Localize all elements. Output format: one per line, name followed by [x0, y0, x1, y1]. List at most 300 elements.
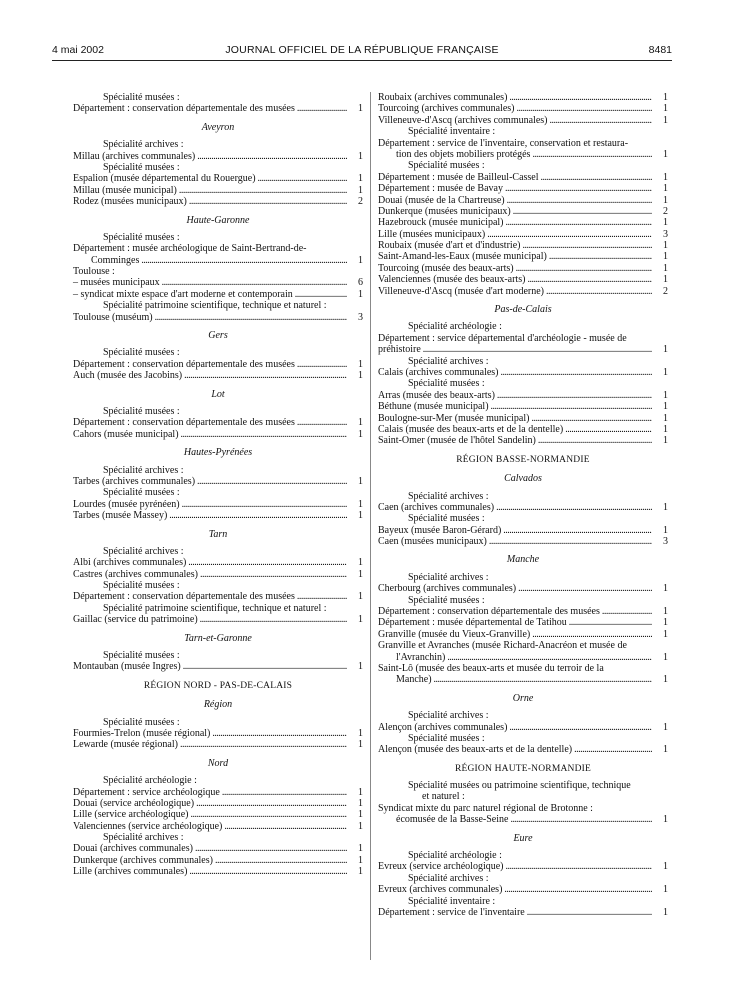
list-item — [378, 103, 668, 114]
dot-leader — [487, 229, 652, 240]
entry-label: Département : conservation départementale des musées — [378, 606, 600, 618]
entry-count: 1 — [358, 797, 363, 809]
list-item — [73, 510, 363, 521]
entry-label: Tarbes (archives communales) — [73, 475, 196, 487]
department-heading: Hautes-Pyrénées — [183, 447, 253, 459]
dot-leader — [518, 583, 652, 594]
entry-count: 1 — [663, 344, 668, 356]
specialty-heading: Spécialité musées : — [103, 405, 180, 417]
dot-leader — [141, 255, 347, 266]
list-item — [378, 274, 668, 285]
entry-count: 1 — [663, 389, 668, 401]
entry-label: Département : musée de Bavay — [378, 183, 503, 195]
dot-leader — [522, 240, 652, 251]
entry-label: Auch (musée des Jacobins) — [73, 370, 183, 382]
entry-count: 1 — [358, 591, 363, 603]
entry-count: 1 — [358, 854, 363, 866]
list-item — [378, 251, 668, 262]
dot-leader — [434, 674, 652, 685]
entry-count: 1 — [663, 721, 668, 733]
specialty-heading: Spécialité archives : — [103, 139, 184, 151]
dot-leader — [527, 274, 652, 285]
entry-count: 1 — [358, 739, 363, 751]
dot-leader — [549, 115, 652, 126]
dot-leader — [497, 390, 652, 401]
specialty-heading: Spécialité musées : — [103, 487, 180, 499]
list-item — [378, 229, 668, 240]
entry-label: Roubaix (musée d'art et d'industrie) — [378, 240, 521, 252]
entry-label: Saint-Omer (musée de l'hôtel Sandelin) — [378, 435, 536, 447]
entry-label: Gaillac (service du patrimoine) — [73, 614, 198, 626]
specialty-heading: Spécialité musées : — [103, 650, 180, 662]
dot-leader — [197, 476, 347, 487]
list-item — [378, 525, 668, 536]
dot-leader — [182, 499, 347, 510]
entry-text-line: Département : musée archéologique de Saint-Bertrand-de- — [73, 243, 307, 255]
dot-leader — [538, 435, 652, 446]
entry-count: 1 — [663, 171, 668, 183]
specialty-heading: Spécialité musées : — [408, 594, 485, 606]
dot-leader — [169, 510, 347, 521]
entry-count: 1 — [663, 412, 668, 424]
entry-label: Calais (archives communales) — [378, 366, 499, 378]
list-item — [378, 172, 668, 183]
entry-label: l'Avranchin) — [396, 651, 446, 663]
entry-count: 1 — [663, 274, 668, 286]
entry-count: 1 — [663, 907, 668, 918]
entry-count: 3 — [358, 311, 363, 323]
entry-count: 1 — [358, 288, 363, 300]
dot-leader — [215, 855, 347, 866]
entry-label: Caen (archives communales) — [378, 501, 495, 513]
dot-leader — [181, 429, 347, 440]
entry-label: Albi (archives communales) — [73, 557, 187, 569]
entry-text-line: Saint-Lô (musée des beaux-arts et musée du terroir de la — [378, 662, 604, 674]
column-divider — [370, 92, 371, 960]
list-item — [73, 429, 363, 440]
dot-leader — [507, 195, 652, 206]
entry-count: 1 — [663, 194, 668, 206]
dot-leader — [505, 183, 652, 194]
specialty-heading: Spécialité patrimoine scientifique, technique et naturel : — [103, 602, 327, 614]
entry-count: 1 — [358, 661, 363, 673]
list-item — [378, 424, 668, 435]
entry-label: Villeneuve-d'Ascq (archives communales) — [378, 114, 548, 126]
list-item — [378, 413, 668, 424]
entry-text-line: Syndicat mixte du parc naturel régional de Brotonne : — [378, 802, 593, 814]
dot-leader — [531, 413, 652, 424]
specialty-heading: Spécialité inventaire : — [408, 126, 496, 138]
specialty-heading: Spécialité musées : — [103, 231, 180, 243]
list-item — [378, 286, 668, 297]
entry-count: 1 — [663, 744, 668, 756]
entry-count: 1 — [663, 814, 668, 826]
entry-count: 1 — [663, 240, 668, 252]
list-item — [378, 92, 668, 103]
dot-leader — [532, 629, 652, 640]
entry-label: Lourdes (musée pyrénéen) — [73, 498, 180, 510]
dot-leader — [496, 502, 652, 513]
list-item — [378, 884, 668, 895]
specialty-heading: Spécialité archives : — [408, 571, 489, 583]
list-item — [378, 674, 668, 685]
dot-leader — [184, 370, 347, 381]
department-heading: Gers — [208, 330, 228, 342]
entry-label: Département : conservation départementale des musées — [73, 358, 295, 370]
list-item — [378, 606, 668, 617]
entry-label: Département : service de l'inventaire — [378, 907, 525, 918]
entry-label: Douai (musée de la Chartreuse) — [378, 194, 505, 206]
page-header — [52, 44, 672, 60]
list-item — [73, 739, 363, 750]
entry-count: 1 — [358, 614, 363, 626]
entry-label: Département : conservation départementale des musées — [73, 417, 295, 429]
department-heading: Région — [203, 699, 233, 711]
entry-label: Toulouse (muséum) — [73, 311, 153, 323]
right-column — [378, 92, 668, 918]
dot-leader — [565, 424, 652, 435]
entry-label: Lille (service archéologique) — [73, 809, 189, 821]
department-heading: Tarn — [208, 528, 228, 540]
list-item — [378, 617, 668, 628]
entry-label: Tarbes (musée Massey) — [73, 510, 168, 522]
specialty-heading: Spécialité archives : — [103, 832, 184, 844]
list-item — [378, 502, 668, 513]
dot-leader — [297, 591, 347, 602]
dot-leader — [200, 614, 347, 625]
entry-label: écomusée de la Basse-Seine — [396, 814, 509, 826]
entry-count: 1 — [358, 417, 363, 429]
list-item — [73, 787, 363, 798]
specialty-heading: Spécialité musées : — [408, 732, 485, 744]
list-item — [73, 591, 363, 602]
department-heading: Aveyron — [201, 121, 235, 133]
entry-label: Espalion (musée départemental du Rouergue) — [73, 173, 256, 185]
entry-label: préhistoire — [378, 344, 421, 356]
department-heading: Orne — [512, 692, 534, 704]
entry-count: 1 — [358, 809, 363, 821]
list-item — [378, 401, 668, 412]
list-item — [378, 240, 668, 251]
list-item — [378, 629, 668, 640]
dot-leader — [527, 907, 652, 918]
list-item — [378, 536, 668, 547]
specialty-heading: Spécialité musées : — [408, 513, 485, 525]
list-item — [378, 435, 668, 446]
entry-label: Manche) — [396, 674, 432, 686]
dot-leader — [569, 617, 652, 628]
entry-label: Béthune (musée municipal) — [378, 401, 489, 413]
dot-leader — [513, 206, 652, 217]
entry-count: 1 — [358, 370, 363, 382]
list-item — [378, 206, 668, 217]
list-item — [73, 866, 363, 877]
list-item — [378, 652, 668, 663]
dot-leader — [602, 606, 652, 617]
specialty-heading: Spécialité archives : — [408, 710, 489, 722]
entry-count: 1 — [358, 786, 363, 798]
specialty-heading: Spécialité archéologie : — [103, 775, 197, 787]
header-page-number: 8481 — [648, 44, 672, 56]
list-item — [73, 614, 363, 625]
dot-leader — [200, 569, 347, 580]
dot-leader — [509, 92, 652, 103]
department-heading: Nord — [207, 757, 229, 769]
list-item — [378, 367, 668, 378]
entry-label: Lille (archives communales) — [73, 866, 188, 878]
entry-label: Lewarde (musée régional) — [73, 739, 178, 751]
header-rule — [52, 60, 672, 61]
entry-count: 1 — [358, 568, 363, 580]
department-heading: Manche — [506, 554, 540, 566]
entry-count: 1 — [663, 651, 668, 663]
entry-label: Fourmies-Trelon (musée régional) — [73, 727, 211, 739]
dot-leader — [162, 277, 347, 288]
entry-count: 1 — [358, 866, 363, 878]
entry-count: 1 — [358, 820, 363, 832]
dot-leader — [510, 814, 652, 825]
entry-label: Comminges — [91, 254, 140, 266]
region-heading: RÉGION HAUTE-NORMANDIE — [454, 763, 592, 774]
entry-count: 1 — [663, 524, 668, 536]
dot-leader — [546, 286, 652, 297]
list-item — [378, 814, 668, 825]
entry-count: 1 — [663, 423, 668, 435]
entry-label: Département : service archéologique — [73, 786, 220, 798]
dot-leader — [191, 809, 348, 820]
entry-label: Castres (archives communales) — [73, 568, 198, 580]
entry-count: 1 — [663, 674, 668, 686]
list-item — [73, 173, 363, 184]
specialty-heading: Spécialité archives : — [408, 490, 489, 502]
entry-count: 1 — [358, 173, 363, 185]
list-item — [73, 185, 363, 196]
entry-count: 1 — [663, 606, 668, 618]
entry-text-line: Toulouse : — [73, 266, 115, 278]
entry-label: Millau (archives communales) — [73, 150, 196, 162]
entry-count: 1 — [358, 103, 363, 115]
list-item — [378, 583, 668, 594]
dot-leader — [574, 744, 652, 755]
dot-leader — [224, 821, 347, 832]
entry-label: Département : conservation départementale des musées — [73, 103, 295, 115]
list-item — [73, 417, 363, 428]
entry-count: 1 — [358, 498, 363, 510]
dot-leader — [196, 798, 347, 809]
specialty-heading: Spécialité musées : — [103, 161, 180, 173]
specialty-heading: Spécialité archéologie : — [408, 321, 502, 333]
dot-leader — [532, 149, 652, 160]
entry-label: Département : musée départemental de Tatihou — [378, 617, 567, 629]
dot-leader — [491, 401, 652, 412]
entry-label: – syndicat mixte espace d'art moderne et contemporain — [73, 288, 293, 300]
entry-count: 1 — [663, 366, 668, 378]
entry-count: 1 — [663, 103, 668, 115]
entry-label: Alençon (musée des beaux-arts et de la dentelle) — [378, 744, 573, 756]
list-item — [73, 843, 363, 854]
dot-leader — [180, 739, 347, 750]
entry-count: 1 — [663, 114, 668, 126]
list-item — [378, 149, 668, 160]
entry-count: 1 — [358, 475, 363, 487]
list-item — [378, 344, 668, 355]
dot-leader — [195, 843, 347, 854]
entry-count: 1 — [358, 843, 363, 855]
entry-label: Roubaix (archives communales) — [378, 92, 508, 103]
entry-label: Villeneuve-d'Ascq (musée d'art moderne) — [378, 285, 544, 297]
entry-label: Granville (musée du Vieux-Granville) — [378, 628, 531, 640]
header-title: JOURNAL OFFICIEL DE LA RÉPUBLIQUE FRANÇAISE — [225, 44, 499, 56]
specialty-heading: Spécialité musées ou patrimoine scientifique, technique — [408, 780, 631, 792]
entry-count: 1 — [663, 183, 668, 195]
entry-label: tion des objets mobiliers protégés — [396, 148, 531, 160]
entry-count: 3 — [663, 228, 668, 240]
dot-leader — [504, 884, 652, 895]
dot-leader — [516, 103, 652, 114]
entry-label: Dunkerque (archives communales) — [73, 854, 213, 866]
entry-count: 1 — [663, 262, 668, 274]
department-heading: Lot — [211, 388, 225, 400]
entry-count: 1 — [358, 557, 363, 569]
entry-count: 1 — [663, 884, 668, 896]
dot-leader — [549, 251, 652, 262]
entry-count: 2 — [663, 205, 668, 217]
specialty-heading: Spécialité musées : — [103, 580, 180, 592]
entry-count: 1 — [663, 435, 668, 447]
entry-label: Arras (musée des beaux-arts) — [378, 389, 495, 401]
list-item — [73, 151, 363, 162]
list-item — [73, 370, 363, 381]
entry-count: 1 — [358, 184, 363, 196]
list-item — [378, 722, 668, 733]
entry-label: Cherbourg (archives communales) — [378, 583, 517, 595]
specialty-heading: Spécialité musées : — [103, 92, 180, 103]
dot-leader — [222, 787, 347, 798]
specialty-heading: Spécialité musées : — [408, 378, 485, 390]
department-heading: Haute-Garonne — [186, 214, 250, 226]
entry-count: 1 — [663, 617, 668, 629]
list-item — [378, 263, 668, 274]
dot-leader — [509, 722, 652, 733]
region-heading: RÉGION NORD - PAS-DE-CALAIS — [143, 680, 293, 691]
dot-leader — [506, 861, 653, 872]
list-item — [378, 195, 668, 206]
dot-leader — [423, 344, 652, 355]
list-item — [73, 728, 363, 739]
list-item — [378, 744, 668, 755]
specialty-heading: Spécialité archives : — [408, 355, 489, 367]
entry-count: 1 — [358, 727, 363, 739]
department-heading: Calvados — [504, 473, 542, 485]
specialty-heading: Spécialité archives : — [103, 545, 184, 557]
entry-label: Evreux (archives communales) — [378, 884, 503, 896]
list-item — [73, 661, 363, 672]
specialty-heading: Spécialité archives : — [103, 464, 184, 476]
department-heading: Tarn-et-Garonne — [184, 632, 252, 644]
entry-label: Cahors (musée municipal) — [73, 428, 179, 440]
dot-leader — [183, 661, 347, 672]
entry-label: Département : musée de Bailleul-Cassel — [378, 171, 539, 183]
region-heading: RÉGION BASSE-NORMANDIE — [456, 454, 590, 465]
entry-count: 2 — [358, 196, 363, 208]
entry-count: 1 — [663, 501, 668, 513]
entry-count: 1 — [663, 92, 668, 103]
dot-leader — [501, 367, 652, 378]
entry-label: – musées municipaux — [73, 277, 160, 289]
dot-leader — [541, 172, 652, 183]
dot-leader — [197, 151, 347, 162]
entry-count: 3 — [663, 536, 668, 548]
entry-label: Dunkerque (musées municipaux) — [378, 205, 511, 217]
entry-label: Boulogne-sur-Mer (musée municipal) — [378, 412, 530, 424]
list-item — [378, 115, 668, 126]
entry-count: 1 — [663, 401, 668, 413]
dot-leader — [503, 525, 652, 536]
list-item — [73, 196, 363, 207]
entry-count: 6 — [358, 277, 363, 289]
entry-label: Alençon (archives communales) — [378, 721, 508, 733]
specialty-heading: Spécialité patrimoine scientifique, technique et naturel : — [103, 300, 327, 312]
department-heading: Eure — [513, 832, 533, 844]
dot-leader — [297, 359, 347, 370]
entry-count: 1 — [663, 148, 668, 160]
entry-label: Douai (service archéologique) — [73, 797, 195, 809]
entry-label: Tourcoing (musée des beaux-arts) — [378, 262, 514, 274]
entry-count: 1 — [358, 254, 363, 266]
list-item — [73, 476, 363, 487]
entry-label: Evreux (service archéologique) — [378, 861, 504, 873]
entry-label: Hazebrouck (musée municipal) — [378, 217, 504, 229]
list-item — [73, 569, 363, 580]
list-item — [73, 821, 363, 832]
entry-count: 1 — [663, 861, 668, 873]
entry-text-line: Département : service de l'inventaire, conservation et restaura- — [378, 137, 629, 149]
department-heading: Pas-de-Calais — [494, 304, 552, 316]
dot-leader — [189, 196, 347, 207]
entry-count: 1 — [663, 628, 668, 640]
entry-count: 1 — [663, 217, 668, 229]
specialty-heading: Spécialité archéologie : — [408, 850, 502, 862]
dot-leader — [297, 103, 347, 114]
list-item — [378, 861, 668, 872]
dot-leader — [155, 312, 347, 323]
header-date: 4 mai 2002 — [52, 44, 104, 56]
entry-count: 1 — [358, 428, 363, 440]
specialty-heading: Spécialité archives : — [408, 872, 489, 884]
list-item — [378, 183, 668, 194]
entry-count: 1 — [663, 251, 668, 263]
dot-leader — [258, 173, 347, 184]
entry-label: Millau (musée municipal) — [73, 184, 177, 196]
dot-leader — [189, 866, 347, 877]
specialty-heading: Spécialité musées : — [103, 716, 180, 728]
entry-label: Caen (musées municipaux) — [378, 536, 487, 548]
left-column — [73, 92, 363, 878]
entry-count: 1 — [663, 583, 668, 595]
list-item — [73, 359, 363, 370]
dot-leader — [447, 652, 652, 663]
list-item — [378, 907, 668, 918]
list-item — [73, 277, 363, 288]
entry-count: 1 — [358, 510, 363, 522]
entry-label: Bayeux (musée Baron-Gérard) — [378, 524, 502, 536]
entry-count: 2 — [663, 285, 668, 297]
dot-leader — [506, 217, 652, 228]
list-item — [73, 255, 363, 266]
dot-leader — [516, 263, 652, 274]
specialty-heading: et naturel : — [422, 791, 465, 803]
entry-label: Douai (archives communales) — [73, 843, 193, 855]
